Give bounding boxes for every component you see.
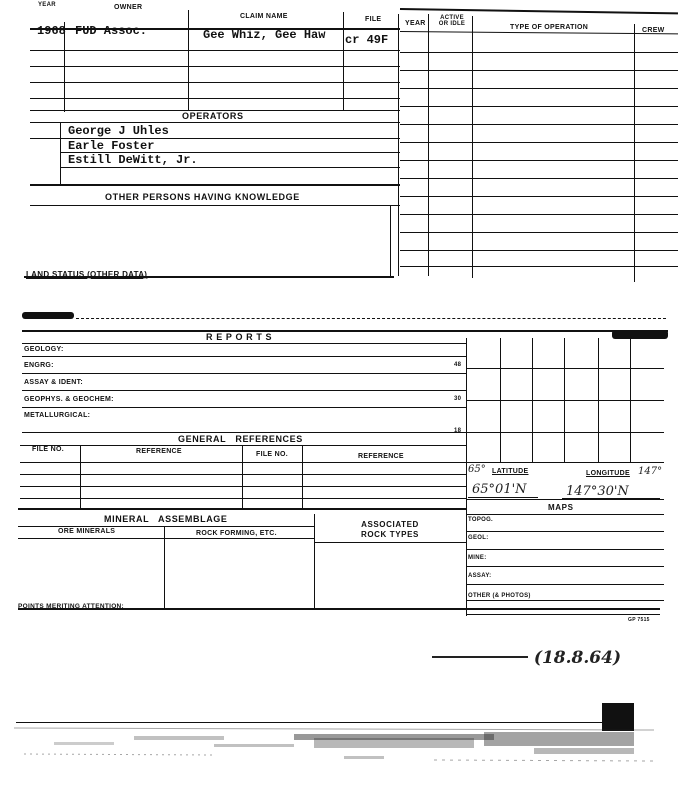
latitude-prefix: 65°: [468, 464, 486, 475]
report-row-line: [22, 432, 466, 433]
col-divider: [64, 22, 65, 112]
header-file: FILE: [365, 16, 382, 23]
other-persons-rule: [30, 184, 400, 186]
maps-line: [466, 549, 664, 550]
general-refs-bottom: [18, 508, 466, 510]
reports-top-rule: [76, 318, 666, 319]
longitude-label: LONGITUDE: [586, 470, 630, 477]
handwritten-note: [432, 648, 621, 668]
latlong-underline: [468, 497, 538, 498]
maps-rule: [466, 499, 664, 500]
header-active-idle: ACTIVE OR IDLE: [438, 15, 466, 27]
general-refs-title: GENERAL REFERENCES: [178, 434, 303, 444]
operator-name: Earle Foster: [68, 139, 155, 153]
general-refs-rule: [20, 445, 466, 446]
header-bottom-rule-right: [400, 31, 678, 34]
maps-line: [466, 566, 664, 567]
col-divider: [343, 12, 344, 110]
claim-row-line: [30, 66, 400, 67]
entry-claim: Gee Whiz, Gee Haw: [203, 28, 326, 42]
report-row-num: 30: [454, 396, 462, 402]
header-year-2: YEAR: [405, 20, 426, 27]
reports-rule: [22, 330, 668, 332]
year-col: [428, 14, 429, 276]
grid-row: [466, 432, 664, 433]
report-row-line: [22, 390, 466, 391]
claim-row-line: [30, 98, 400, 99]
form-number: GP 7515: [628, 617, 650, 623]
report-row-label: ENGRG:: [24, 362, 54, 369]
points-rule-2: [466, 614, 660, 615]
header-type-of-operation: TYPE OF OPERATION: [510, 24, 589, 31]
maps-row-label: OTHER (& PHOTOS): [468, 593, 531, 599]
operator-name: George J Uhles: [68, 124, 169, 138]
header-top-rule: [400, 8, 678, 14]
handwritten-date: (18.8.64): [533, 648, 621, 668]
header-owner: OWNER: [114, 4, 143, 11]
operators-line: [60, 167, 400, 168]
entry-file: cr 49F: [345, 33, 389, 47]
ore-minerals-label: ORE MINERALS: [58, 528, 116, 535]
rock-forming-label: ROCK FORMING, ETC.: [196, 530, 277, 537]
reports-rule-2: [22, 343, 466, 344]
maps-row-label: ASSAY:: [468, 573, 492, 579]
maps-row-label: MINE:: [468, 555, 487, 561]
ops-grid-line: [400, 232, 678, 233]
ink-smudge: [22, 312, 74, 319]
general-refs-line: [20, 498, 466, 499]
operators-label: OPERATORS: [182, 111, 244, 121]
latitude-value: 65°01'N: [472, 482, 527, 497]
longitude-suffix: 147°: [638, 466, 663, 477]
report-row-label: GEOLOGY:: [24, 346, 64, 353]
operators-rule-2: [30, 122, 400, 123]
ops-grid-line: [400, 160, 678, 161]
ops-grid-line: [400, 52, 678, 53]
maps-rule-2: [466, 514, 664, 515]
grid-row: [466, 400, 664, 401]
report-row-num: 48: [454, 362, 462, 368]
operators-line: [30, 138, 400, 139]
crew-col: [634, 24, 635, 282]
report-row-num: 18: [454, 428, 462, 434]
report-row-line: [22, 407, 466, 408]
ops-grid-line: [400, 214, 678, 215]
header-year: YEAR: [38, 2, 56, 8]
other-persons-right: [390, 205, 391, 277]
claim-row-line: [30, 82, 400, 83]
file-no-header: FILE NO.: [32, 446, 64, 453]
col-divider: [188, 10, 189, 110]
mineral-rule-2: [18, 538, 314, 539]
longitude-value: 147°30'N: [566, 484, 629, 499]
col-divider: [398, 14, 399, 276]
ops-grid-line: [400, 88, 678, 89]
report-row-line: [22, 356, 466, 357]
reference-header-2: REFERENCE: [358, 453, 404, 460]
ops-grid-line: [400, 70, 678, 71]
assoc-rule: [314, 542, 466, 543]
reports-title: R E P O R T S: [206, 332, 273, 342]
points-label: POINTS MERITING ATTENTION:: [18, 603, 125, 610]
ops-grid-line: [400, 266, 678, 267]
operators-line: [60, 152, 400, 153]
general-refs-line: [20, 462, 466, 463]
report-row-label: GEOPHYS. & GEOCHEM:: [24, 396, 114, 403]
general-refs-col: [80, 445, 81, 509]
struck-out-scribble: [432, 656, 528, 658]
latitude-label: LATITUDE: [492, 468, 529, 475]
general-refs-line: [20, 486, 466, 487]
ops-grid-line: [400, 142, 678, 143]
report-row-label: ASSAY & IDENT:: [24, 379, 84, 386]
other-persons-label: OTHER PERSONS HAVING KNOWLEDGE: [105, 192, 300, 202]
ops-grid-line: [400, 178, 678, 179]
mineral-rule: [18, 526, 314, 527]
maps-line: [466, 531, 664, 532]
land-status-label: LAND STATUS (OTHER DATA): [26, 270, 148, 279]
ops-grid-line: [400, 124, 678, 125]
mineral-col: [314, 514, 315, 610]
general-refs-line: [20, 474, 466, 475]
operator-name: Estill DeWitt, Jr.: [68, 153, 198, 167]
ops-grid-line: [400, 250, 678, 251]
mineral-title: MINERAL ASSEMBLAGE: [104, 514, 228, 524]
associated-rock-types-label: ASSOCIATED ROCK TYPES: [360, 520, 419, 539]
other-persons-rule-2: [30, 205, 400, 206]
entry-year: 1968: [37, 24, 66, 38]
land-status-rule: [24, 276, 394, 278]
grid-row: [466, 462, 664, 463]
scan-noise: [14, 724, 664, 784]
ops-grid-line: [400, 196, 678, 197]
file-no-header-2: FILE NO.: [256, 451, 288, 458]
maps-line: [466, 584, 664, 585]
claim-row-line: [30, 50, 400, 51]
maps-title: MAPS: [548, 503, 574, 512]
reports-right-col: [466, 338, 467, 616]
maps-row-label: GEOL:: [468, 535, 489, 541]
general-refs-col: [302, 445, 303, 509]
header-claim-name: CLAIM NAME: [240, 13, 288, 20]
maps-line: [466, 600, 664, 601]
bottom-rule: [16, 722, 602, 723]
grid-row: [466, 368, 664, 369]
general-refs-col: [242, 445, 243, 509]
active-col: [472, 16, 473, 278]
entry-owner: FUD Assoc.: [75, 24, 148, 38]
operators-col: [60, 122, 61, 184]
report-row-line: [22, 373, 466, 374]
header-crew: CREW: [642, 27, 665, 34]
reference-header: REFERENCE: [136, 448, 182, 455]
report-row-label: METALLURGICAL:: [24, 412, 91, 419]
ops-grid-line: [400, 106, 678, 107]
maps-row-label: TOPOG.: [468, 517, 494, 523]
